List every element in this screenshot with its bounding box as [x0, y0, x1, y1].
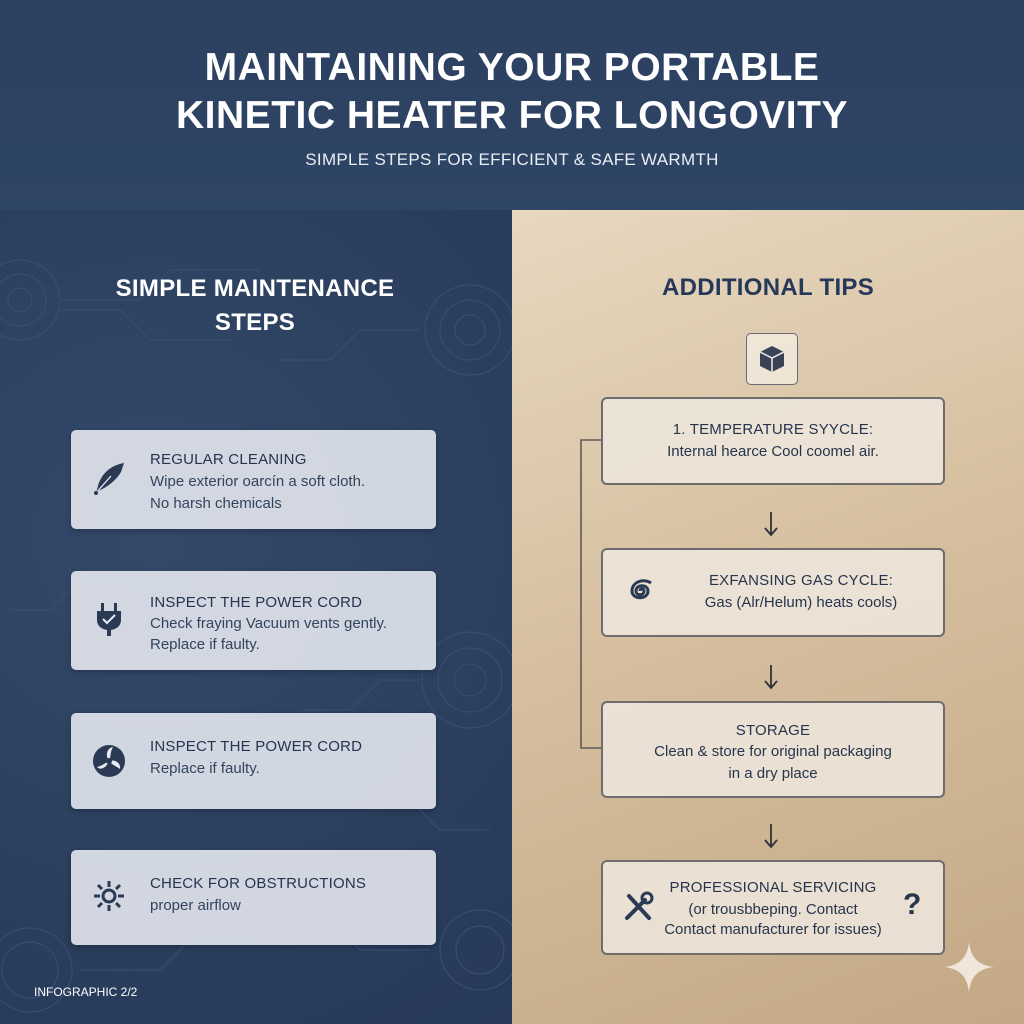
- maintenance-heading-line-2: STEPS: [214, 309, 296, 336]
- tip-text-line-2: in a dry place: [728, 765, 818, 782]
- card-inspect-power-cord-2: [71, 713, 436, 809]
- additional-tips-heading: ADDITIONAL TIPS: [661, 274, 875, 301]
- tip-temperature-cycle: [601, 397, 945, 485]
- card-text-line-1: Wipe exterior oarcín a soft cloth.: [150, 473, 366, 490]
- tip-text-line-1: Internal hearce Cool coomel air.: [667, 443, 879, 460]
- tip-professional-servicing: [601, 860, 945, 955]
- title-line-1: MAINTAINING YOUR PORTABLE: [204, 46, 820, 89]
- header: [0, 0, 1024, 210]
- tip-text-line-1: (or trousbbeping. Contact: [688, 901, 858, 918]
- tip-text-line-1: Gas (Alr/Helum) heats cools): [704, 594, 898, 611]
- card-title: INSPECT THE POWER CORD: [150, 594, 363, 611]
- card-title: REGULAR CLEANING: [150, 451, 307, 468]
- tip-expanding-gas-cycle: [601, 548, 945, 637]
- maintenance-heading-line-1: SIMPLE MAINTENANCE: [115, 275, 395, 302]
- tip-title: 1. TEMPERATURE SYYCLE:: [672, 421, 874, 438]
- card-inspect-power-cord: [71, 571, 436, 670]
- card-text-line-1: Replace if faulty.: [150, 760, 260, 777]
- card-text-line-2: No harsh chemicals: [150, 495, 282, 512]
- arrow-down-icon: [762, 823, 780, 849]
- plug-icon: [91, 601, 127, 637]
- tip-text-line-2: Contact manufacturer for issues): [664, 921, 882, 938]
- tip-text-line-1: Clean & store for original packaging: [654, 743, 892, 760]
- maintenance-heading: [60, 272, 450, 340]
- question-mark-icon: ?: [903, 888, 922, 921]
- fan-icon: [91, 743, 127, 779]
- card-text-line-1: Check fraying Vacuum vents gently.: [150, 615, 388, 632]
- sparkle-icon: [942, 940, 996, 994]
- feather-icon: [91, 460, 127, 496]
- card-text-line-1: proper airflow: [150, 897, 241, 914]
- card-regular-cleaning: [71, 430, 436, 529]
- card-check-obstructions: [71, 850, 436, 945]
- page-title: [0, 44, 1024, 140]
- card-title: INSPECT THE POWER CORD: [150, 738, 363, 755]
- tip-title: STORAGE: [735, 722, 811, 739]
- tip-title: PROFESSIONAL SERVICING: [669, 879, 877, 896]
- arrow-down-icon: [762, 511, 780, 537]
- tip-storage: [601, 701, 945, 798]
- infographic-page-label: INFOGRAPHIC 2/2: [34, 985, 138, 999]
- tip-title: EXFANSING GAS CYCLE:: [708, 572, 894, 589]
- title-line-2: KINETIC HEATER FOR LONGOVITY: [176, 94, 848, 137]
- card-text-line-2: Replace if faulty.: [150, 636, 260, 653]
- airflow-icon: [91, 878, 127, 914]
- page-subtitle: SIMPLE STEPS FOR EFFICIENT & SAFE WARMTH: [305, 150, 719, 169]
- card-title: CHECK FOR OBSTRUCTIONS: [150, 875, 367, 892]
- box-icon: [746, 333, 798, 385]
- arrow-down-icon: [762, 664, 780, 690]
